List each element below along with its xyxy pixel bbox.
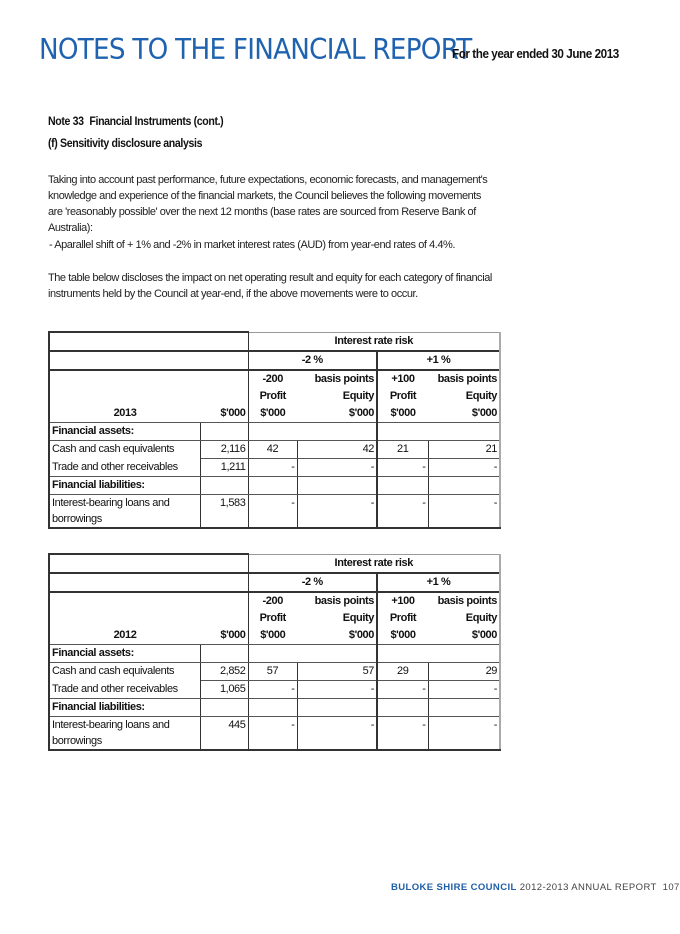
table-row bbox=[49, 459, 500, 477]
header-unit: $'000 bbox=[200, 405, 248, 423]
header-unit: $'000 bbox=[377, 405, 428, 423]
page-number: 107 bbox=[662, 882, 680, 893]
header-profit: Profit bbox=[259, 612, 286, 624]
header-basis-points: basis points bbox=[428, 592, 500, 610]
table-row bbox=[49, 495, 500, 529]
header-scenario-minus: -2 % bbox=[248, 351, 377, 370]
header-unit: $'000 bbox=[428, 627, 500, 645]
note-title: Financial Instruments (cont.) bbox=[89, 116, 224, 128]
header-profit: Profit bbox=[259, 390, 286, 402]
header-bp-minus: -200 bbox=[248, 592, 297, 610]
row-amount: 1,583 bbox=[200, 495, 248, 529]
section-label-liabilities: Financial liabilities: bbox=[49, 699, 200, 717]
header-bp-plus: +100 bbox=[377, 592, 428, 610]
row-amount: 2,116 bbox=[200, 441, 248, 459]
sensitivity-table-2012 bbox=[48, 553, 501, 751]
row-minus-equity: - bbox=[297, 495, 377, 529]
row-plus-equity: - bbox=[428, 717, 500, 751]
row-plus-profit: - bbox=[377, 495, 428, 529]
row-minus-equity: - bbox=[297, 717, 377, 751]
header-profit: Profit bbox=[389, 390, 417, 402]
row-amount: 2,852 bbox=[200, 663, 248, 681]
header-bp-plus: +100 bbox=[377, 370, 428, 388]
footer-brand: BULOKE SHIRE COUNCIL bbox=[391, 882, 517, 893]
header-equity: Equity bbox=[297, 388, 377, 405]
row-label: Trade and other receivables bbox=[49, 459, 200, 477]
table-row bbox=[49, 663, 500, 681]
header-scenario-minus: -2 % bbox=[248, 573, 377, 592]
row-plus-equity: - bbox=[428, 681, 500, 699]
row-minus-profit: - bbox=[248, 681, 297, 699]
row-plus-profit: - bbox=[377, 681, 428, 699]
header-basis-points: basis points bbox=[297, 592, 377, 610]
row-amount: 1,065 bbox=[200, 681, 248, 699]
row-minus-profit: - bbox=[248, 495, 297, 529]
header-scenario-plus: +1 % bbox=[377, 351, 500, 370]
page-subtitle: For the year ended 30 June 2013 bbox=[452, 46, 619, 61]
header-equity: Equity bbox=[428, 388, 500, 405]
section-label-assets: Financial assets: bbox=[49, 645, 200, 663]
header-interest-rate-risk: Interest rate risk bbox=[248, 554, 500, 573]
row-amount: 445 bbox=[200, 717, 248, 751]
header-unit: $'000 bbox=[248, 405, 297, 423]
header-bp-minus: -200 bbox=[248, 370, 297, 388]
header-basis-points: basis points bbox=[428, 370, 500, 388]
row-minus-profit: 57 bbox=[248, 663, 297, 681]
header-interest-rate-risk: Interest rate risk bbox=[248, 332, 500, 351]
page-title: NOTES TO THE FINANCIAL REPORT bbox=[39, 33, 472, 66]
header-unit: $'000 bbox=[297, 405, 377, 423]
header-unit: $'000 bbox=[200, 627, 248, 645]
header-basis-points: basis points bbox=[297, 370, 377, 388]
table-intro-paragraph: The table below discloses the impact on net operating result and equity for each category of financial instruments held by the Council at year-end, if the above movements were to occur. bbox=[48, 272, 492, 300]
row-plus-equity: 21 bbox=[428, 441, 500, 459]
footer-report: 2012-2013 ANNUAL REPORT bbox=[519, 882, 657, 893]
row-plus-equity: - bbox=[428, 495, 500, 529]
row-label: Interest-bearing loans and borrowings bbox=[49, 495, 200, 529]
row-minus-profit: - bbox=[248, 717, 297, 751]
section-label-liabilities: Financial liabilities: bbox=[49, 477, 200, 495]
row-plus-equity: - bbox=[428, 459, 500, 477]
row-label: Cash and cash equivalents bbox=[49, 663, 200, 681]
row-plus-equity: 29 bbox=[428, 663, 500, 681]
row-minus-equity: 57 bbox=[297, 663, 377, 681]
header-unit: $'000 bbox=[297, 627, 377, 645]
page-footer bbox=[391, 882, 680, 893]
section-label-assets: Financial assets: bbox=[49, 423, 200, 441]
header-equity: Equity bbox=[428, 610, 500, 627]
table-row bbox=[49, 441, 500, 459]
intro-paragraph: Taking into account past performance, future expectations, economic forecasts, and management's knowledge and experience of the financial markets, the Council believes the following movements are 'reasonably possible' over the next 12 months (base rates are sourced from Reserve Bank of Australia): bbox=[48, 174, 488, 234]
row-label: Interest-bearing loans and borrowings bbox=[49, 717, 200, 751]
table-row bbox=[49, 681, 500, 699]
header-unit: $'000 bbox=[377, 627, 428, 645]
header-unit: $'000 bbox=[248, 627, 297, 645]
bullet-point: - Aparallel shift of + 1% and -2% in market interest rates (AUD) from year-end rates of 4.4%. bbox=[49, 239, 455, 251]
header-equity: Equity bbox=[297, 610, 377, 627]
row-minus-profit: - bbox=[248, 459, 297, 477]
sensitivity-table-2013 bbox=[48, 331, 501, 529]
row-plus-profit: 21 bbox=[377, 441, 428, 459]
section-subheading: (f) Sensitivity disclosure analysis bbox=[48, 138, 203, 150]
table-row bbox=[49, 717, 500, 751]
header-year: 2013 bbox=[49, 405, 200, 423]
row-label: Trade and other receivables bbox=[49, 681, 200, 699]
header-scenario-plus: +1 % bbox=[377, 573, 500, 592]
row-minus-equity: - bbox=[297, 681, 377, 699]
row-minus-equity: 42 bbox=[297, 441, 377, 459]
row-minus-equity: - bbox=[297, 459, 377, 477]
row-plus-profit: - bbox=[377, 717, 428, 751]
header-year: 2012 bbox=[49, 627, 200, 645]
row-minus-profit: 42 bbox=[248, 441, 297, 459]
row-plus-profit: - bbox=[377, 459, 428, 477]
note-heading bbox=[48, 116, 223, 128]
header-unit: $'000 bbox=[428, 405, 500, 423]
header-profit: Profit bbox=[389, 612, 417, 624]
row-plus-profit: 29 bbox=[377, 663, 428, 681]
row-amount: 1,211 bbox=[200, 459, 248, 477]
row-label: Cash and cash equivalents bbox=[49, 441, 200, 459]
note-number: Note 33 bbox=[48, 116, 84, 128]
